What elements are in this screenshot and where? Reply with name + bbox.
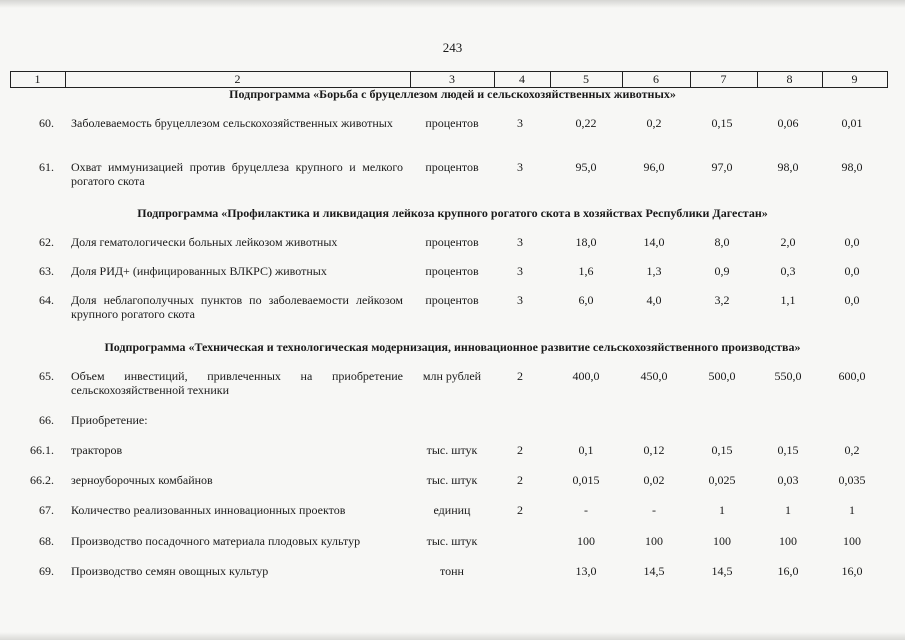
unit-cell: процентов (425, 160, 479, 174)
value-cell: 100 (779, 534, 797, 548)
value-cell: 0,2 (646, 116, 662, 130)
row-number: 61. (39, 160, 54, 174)
col4-cell: 2 (517, 473, 523, 487)
value-cell: 0,3 (780, 264, 796, 278)
column-divider (887, 72, 888, 87)
value-cell: 14,5 (643, 564, 665, 578)
header-cell: 1 (34, 72, 41, 86)
value-cell: 6,0 (578, 293, 594, 307)
value-cell: 4,0 (646, 293, 662, 307)
header-cell: 9 (851, 72, 858, 86)
value-cell: 100 (843, 534, 861, 548)
value-cell: 0,12 (643, 443, 665, 457)
indicator-name: Заболеваемость бруцеллезом сельскохозяйственных животных (71, 116, 393, 130)
value-cell: 0,22 (575, 116, 597, 130)
value-cell: 3,2 (714, 293, 730, 307)
unit-cell: тонн (440, 564, 464, 578)
value-cell: 98,0 (777, 160, 799, 174)
value-cell: 100 (713, 534, 731, 548)
indicator-name: Охват иммунизацией против бруцеллеза крупного и мелкого рогатого скота (71, 160, 403, 188)
header-cell: 6 (653, 72, 659, 86)
value-cell: 1,3 (646, 264, 662, 278)
value-cell: 450,0 (640, 369, 668, 383)
value-cell: 0,0 (844, 235, 860, 249)
value-cell: 1,1 (780, 293, 796, 307)
table-header-row (10, 71, 888, 88)
value-cell: 98,0 (841, 160, 863, 174)
value-cell: 0,9 (714, 264, 730, 278)
value-cell: 2,0 (780, 235, 796, 249)
unit-cell: процентов (425, 116, 479, 130)
indicator-name: Доля РИД+ (инфицированных ВЛКРС) животных (71, 264, 327, 278)
header-cell: 4 (519, 72, 525, 86)
value-cell: 16,0 (777, 564, 799, 578)
indicator-name: Доля гематологически больных лейкозом животных (71, 235, 338, 249)
value-cell: 0,03 (777, 473, 799, 487)
value-cell: 1 (785, 503, 791, 517)
row-number: 64. (39, 293, 54, 307)
unit-cell: единиц (433, 503, 471, 517)
row-number: 66. (39, 413, 54, 427)
value-cell: 0,06 (777, 116, 799, 130)
indicator-name: Производство посадочного материала плодовых культур (71, 534, 361, 548)
value-cell: 0,025 (708, 473, 736, 487)
indicator-name: Приобретение: (71, 413, 148, 427)
unit-cell: процентов (425, 264, 479, 278)
value-cell: 0,15 (711, 116, 733, 130)
header-cell: 7 (720, 72, 727, 86)
subprogram-heading: Подпрограмма «Техническая и технологическая модернизация, инновационное развитие сельскохозяйственного производства» (104, 340, 801, 354)
indicator-name: Производство семян овощных культур (71, 564, 269, 578)
value-cell: 600,0 (838, 369, 866, 383)
value-cell: 400,0 (572, 369, 600, 383)
value-cell: - (584, 503, 588, 517)
header-cell: 2 (234, 72, 241, 86)
value-cell: 16,0 (841, 564, 863, 578)
value-cell: 100 (645, 534, 663, 548)
row-number: 67. (39, 503, 54, 517)
value-cell: 97,0 (711, 160, 733, 174)
value-cell: 550,0 (774, 369, 802, 383)
col4-cell: 3 (517, 235, 523, 249)
col4-cell: 2 (517, 503, 523, 517)
col4-cell: 2 (517, 443, 523, 457)
header-cell: 8 (786, 72, 793, 86)
value-cell: 500,0 (708, 369, 736, 383)
unit-cell: тыс. штук (426, 473, 478, 487)
subprogram-heading: Подпрограмма «Борьба с бруцеллезом людей и сельскохозяйственных животных» (229, 87, 676, 101)
col4-cell: 2 (517, 369, 523, 383)
indicator-name: зерноуборочных комбайнов (71, 473, 213, 487)
value-cell: - (652, 503, 656, 517)
header-cell: 3 (449, 72, 455, 86)
value-cell: 0,15 (711, 443, 733, 457)
row-number: 69. (39, 564, 54, 578)
unit-cell: процентов (425, 293, 479, 307)
unit-cell: тыс. штук (426, 534, 478, 548)
value-cell: 95,0 (575, 160, 597, 174)
col4-cell: 3 (517, 264, 523, 278)
value-cell: 0,02 (643, 473, 665, 487)
header-cell: 5 (583, 72, 589, 86)
value-cell: 1 (719, 503, 725, 517)
page-number: 243 (442, 40, 463, 55)
value-cell: 96,0 (643, 160, 665, 174)
indicator-name: Количество реализованных инновационных проектов (71, 503, 346, 517)
row-number: 66.2. (30, 473, 54, 487)
value-cell: 13,0 (575, 564, 597, 578)
value-cell: 1,6 (578, 264, 594, 278)
value-cell: 0,2 (844, 443, 860, 457)
subprogram-heading: Подпрограмма «Профилактика и ликвидация лейкоза крупного рогатого скота в хозяйствах Республики Дагестан» (137, 206, 768, 220)
scan-edge-bottom (0, 632, 905, 640)
value-cell: 0,15 (777, 443, 799, 457)
value-cell: 0,01 (841, 116, 863, 130)
indicator-name: тракторов (71, 443, 123, 457)
value-cell: 18,0 (575, 235, 597, 249)
value-cell: 100 (577, 534, 595, 548)
unit-cell: млн рублей (422, 369, 482, 383)
scan-edge-top (0, 0, 905, 8)
row-number: 63. (39, 264, 54, 278)
value-cell: 0,035 (838, 473, 866, 487)
col4-cell: 3 (517, 293, 523, 307)
unit-cell: процентов (425, 235, 479, 249)
value-cell: 0,1 (578, 443, 594, 457)
unit-cell: тыс. штук (426, 443, 478, 457)
col4-cell: 3 (517, 160, 523, 174)
value-cell: 0,0 (844, 293, 860, 307)
row-number: 68. (39, 534, 54, 548)
col4-cell: 3 (517, 116, 523, 130)
value-cell: 1 (849, 503, 855, 517)
row-number: 62. (39, 235, 54, 249)
row-number: 65. (39, 369, 54, 383)
value-cell: 14,0 (643, 235, 665, 249)
value-cell: 0,015 (572, 473, 600, 487)
indicator-name: Доля неблагополучных пунктов по заболеваемости лейкозом крупного рогатого скота (71, 293, 403, 321)
value-cell: 0,0 (844, 264, 860, 278)
value-cell: 14,5 (711, 564, 733, 578)
indicator-name: Объем инвестиций, привлеченных на приобретение сельскохозяйственной техники (71, 369, 403, 397)
row-number: 66.1. (30, 443, 54, 457)
row-number: 60. (39, 116, 54, 130)
value-cell: 8,0 (714, 235, 730, 249)
